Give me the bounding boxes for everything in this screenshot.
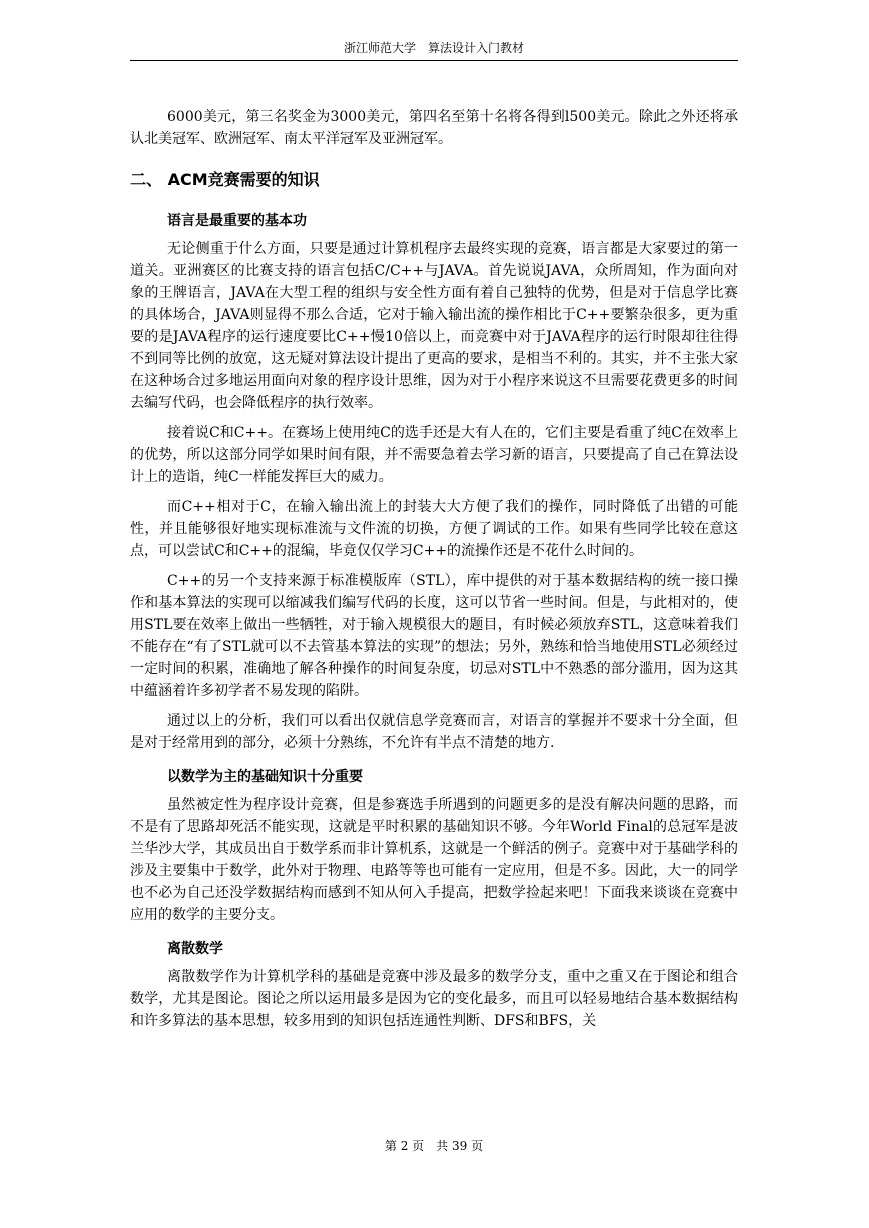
subheading-language: 语言是最重要的基本功 [167, 213, 307, 229]
subheading-math-foundation: 以数学为主的基础知识十分重要 [167, 769, 363, 785]
section-title: 二、 ACM竞赛需要的知识 [130, 170, 320, 189]
paragraph-math-foundation: 虽然被定性为程序设计竞赛，但是参赛选手所遇到的问题更多的是没有解决问题的思路，而不是有了思路却死活不能实现，这就是平时积累的基础知识不够。今年World Final的总冠军是波兰华沙大学，其成员出自于数学系而非计算机系，这就是一个鲜活的例子。竞赛中对于基础学科的涉及主要集中于数学，此外对于物理、电路等等也可能有一定应用，但是不多。因此，大一的同学也不必为自己还没学数据结构而感到不知从何入手提高，把数学捡起来吧！下面我来谈谈在竞赛中应用的数学的主要分支。 [130, 797, 738, 923]
paragraph-stl: C++的另一个支持来源于标准模版库（STL），库中提供的对于基本数据结构的统一接口操作和基本算法的实现可以缩减我们编写代码的长度，这可以节省一些时间。但是，与此相对的，使用STL要在效率上做出一些牺牲，对于输入规模很大的题目，有时候必须放弃STL，这意味着我们不能存在“有了STL就可以不去管基本算法的实现”的想法；另外，熟练和恰当地使用STL必须经过一定时间的积累，准确地了解各种操作的时间复杂度，切忌对STL中不熟悉的部分滥用，因为这其中蕴涵着许多初学者不易发现的陷阱。 [130, 573, 738, 699]
page-number: 第 2 页 共 39 页 [384, 1139, 484, 1153]
continuation-paragraph: 6000美元，第三名奖金为3000美元，第四名至第十名将各得到l500美元。除此之外还将承认北美冠军、欧洲冠军、南太平洋冠军及亚洲冠军。 [130, 109, 738, 147]
paragraph-discrete-math: 离散数学作为计算机学科的基础是竞赛中涉及最多的数学分支，重中之重又在于图论和组合数学，尤其是图论。图论之所以运用最多是因为它的变化最多，而且可以轻易地结合基本数据结构和许多算法的基本思想，较多用到的知识包括连通性判断、DFS和BFS，关 [130, 969, 738, 1029]
header-title: 浙江师范大学 算法设计入门教材 [343, 41, 524, 55]
paragraph-language-summary: 通过以上的分析，我们可以看出仅就信息学竞赛而言，对语言的掌握并不要求十分全面，但是对于经常用到的部分，必须十分熟练，不允许有半点不清楚的地方. [130, 713, 738, 751]
paragraph-cpp-streams: 而C++相对于C，在输入输出流上的封装大大方便了我们的操作，同时降低了出错的可能性，并且能够很好地实现标准流与文件流的切换，方便了调试的工作。如果有些同学比较在意这点，可以尝试C和C++的混编，毕竟仅仅学习C++的流操作还是不花什么时间的。 [130, 499, 738, 559]
subheading-discrete-math: 离散数学 [167, 941, 223, 957]
page-footer [130, 1138, 738, 1154]
page-header [130, 40, 738, 61]
paragraph-language-java: 无论侧重于什么方面，只要是通过计算机程序去最终实现的竞赛，语言都是大家要过的第一道关。亚洲赛区的比赛支持的语言包括C/C++与JAVA。首先说说JAVA，众所周知，作为面向对象的王牌语言，JAVA在大型工程的组织与安全性方面有着自己独特的优势，但是对于信息学比赛的具体场合，JAVA则显得不那么合适，它对于输入输出流的操作相比于C++要繁杂很多，更为重要的是JAVA程序的运行速度要比C++慢10倍以上，而竞赛中对于JAVA程序的运行时限却往往得不到同等比例的放宽，这无疑对算法设计提出了更高的要求，是相当不利的。其实，并不主张大家在这种场合过多地运用面向对象的程序设计思维，因为对于小程序来说这不旦需要花费更多的时间去编写代码，也会降低程序的执行效率。 [130, 241, 738, 411]
paragraph-c-and-cpp: 接着说C和C++。在赛场上使用纯C的选手还是大有人在的，它们主要是看重了纯C在效率上的优势，所以这部分同学如果时间有限，并不需要急着去学习新的语言，只要提高了自己在算法设计上的造诣，纯C一样能发挥巨大的威力。 [130, 425, 738, 485]
document-body [130, 106, 738, 1040]
